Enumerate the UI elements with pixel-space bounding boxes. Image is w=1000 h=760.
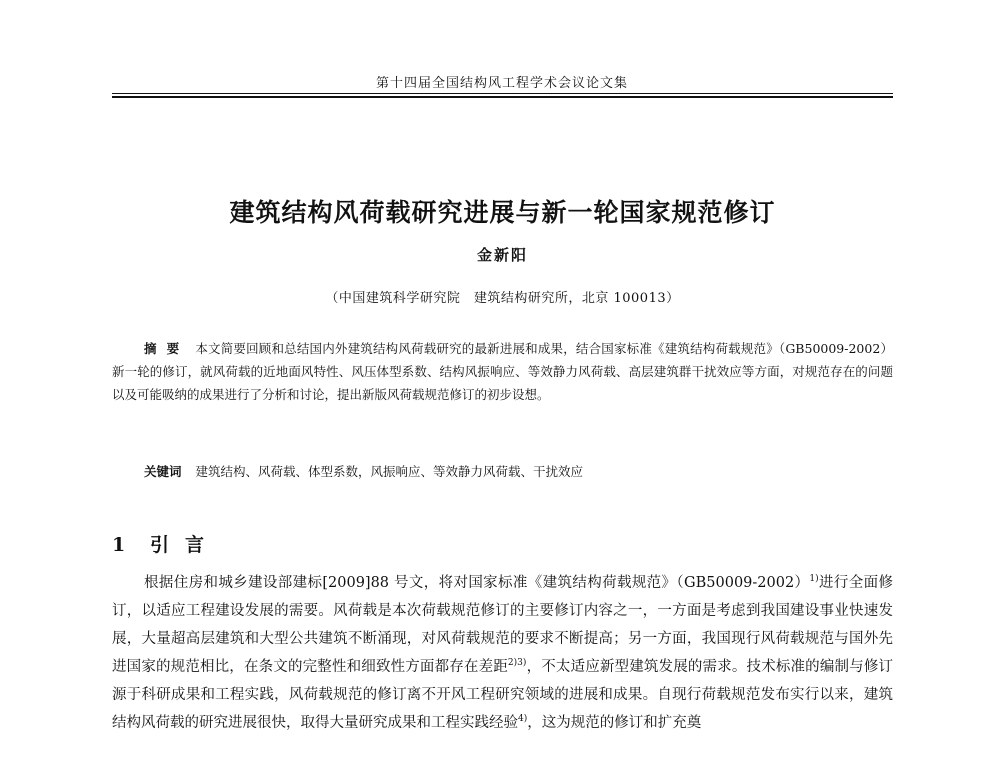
reference-marker: 4) bbox=[518, 714, 528, 725]
keywords bbox=[144, 462, 893, 480]
reference-marker: 1) bbox=[809, 574, 819, 585]
running-header: 第十四届全国结构风工程学术会议论文集 bbox=[375, 76, 628, 91]
section-title: 引言 bbox=[150, 534, 221, 556]
abstract-label: 摘要 bbox=[144, 341, 190, 356]
paragraph-part-3: ，不太适应新型建筑发展的需求。技术标准的编制与修订源于科研成果和工程实践，风荷载规范的修订离不开风工程研究领域的进展和成果。自现行荷载规范发布实行以来，建筑结构风荷载的研究进展很快，取得大量研究成果和工程实践经验 bbox=[112, 659, 893, 731]
section-heading bbox=[112, 530, 220, 557]
paper-affiliation: （中国建筑科学研究院 建筑结构研究所，北京 100013） bbox=[325, 291, 680, 306]
paper-author: 金新阳 bbox=[476, 246, 528, 264]
paragraph-part-4: ，这为规范的修订和扩充奠 bbox=[527, 715, 702, 731]
keywords-label: 关键词 bbox=[144, 464, 182, 479]
paragraph-part-2: 进行全面修订，以适应工程建设发展的需要。风荷载是本次荷载规范修订的主要修订内容之一，一方面是考虑到我国建设事业快速发展，大量超高层建筑和大型公共建筑不断涌现，对风荷载规范的要求不断提高；另一方面，我国现行风荷载规范与国外先进国家的规范相比，在条文的完整性和细致性方面都存在差距 bbox=[112, 575, 893, 675]
paper-title: 建筑结构风荷载研究进展与新一轮国家规范修订 bbox=[229, 198, 776, 227]
header-rule-thin bbox=[112, 93, 893, 94]
abstract-text: 本文简要回顾和总结国内外建筑结构风荷载研究的最新进展和成果，结合国家标准《建筑结构荷载规范》（GB50009-2002）新一轮的修订，就风荷载的近地面风特性、风压体型系数、结构风振响应、等效静力风荷载、高层建筑群干扰效应等方面，对规范存在的问题以及可能吸纳的成果进行了分析和讨论，提出新版风荷载规范修订的初步设想。 bbox=[112, 341, 893, 402]
section-number: 1 bbox=[112, 534, 126, 556]
reference-marker: 2)3) bbox=[507, 658, 527, 669]
abstract bbox=[112, 337, 893, 406]
paragraph-part-1: 根据住房和城乡建设部建标[2009]88 号文，将对国家标准《建筑结构荷载规范》（GB50009-2002） bbox=[144, 575, 810, 591]
header-rule-thick bbox=[112, 96, 893, 98]
keywords-text: 建筑结构、风荷载、体型系数，风振响应、等效静力风荷载、干扰效应 bbox=[195, 464, 584, 479]
body-paragraph bbox=[112, 569, 893, 737]
